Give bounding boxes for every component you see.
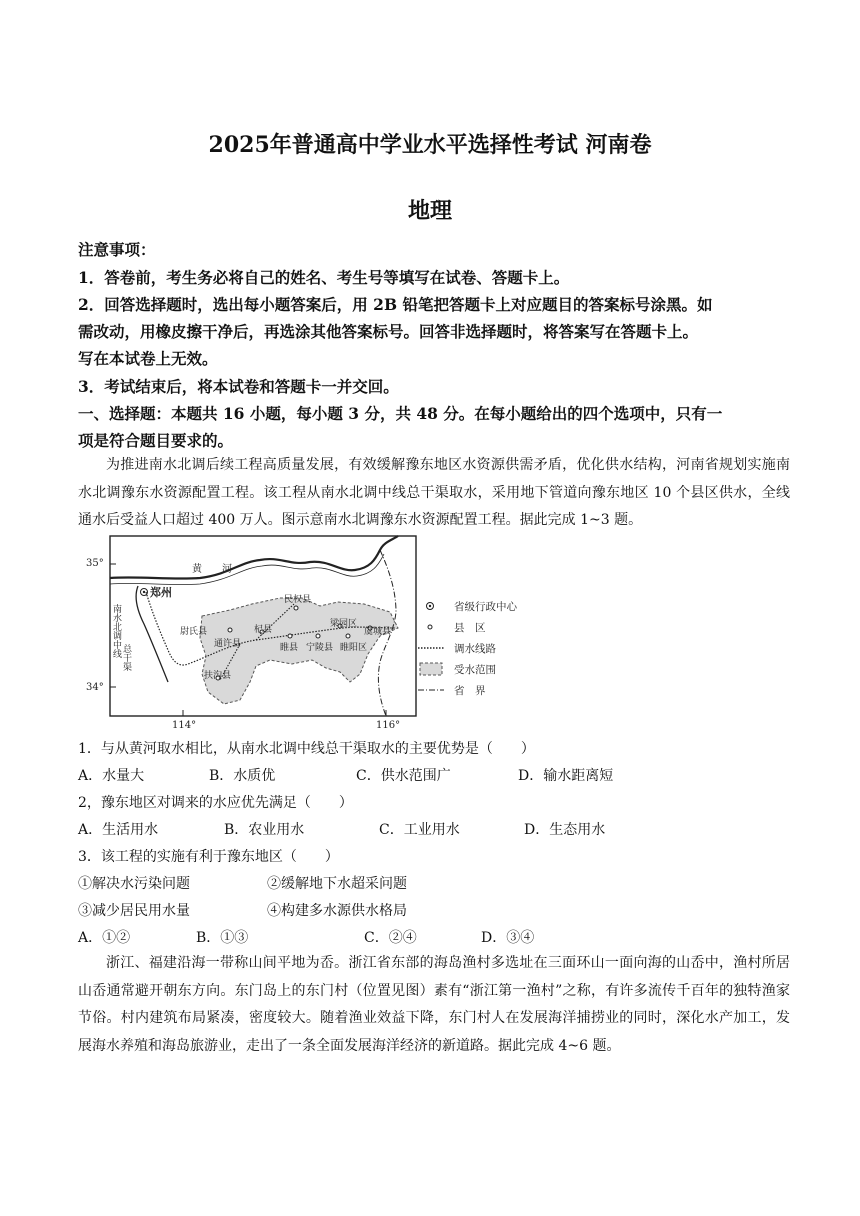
canal-label: 南水北调中线 — [111, 604, 121, 658]
city-label: 郑州 — [150, 586, 172, 599]
lat-label-bottom: 34° — [86, 682, 104, 693]
section-heading-line1: 一、选择题：本题共 16 小题，每小题 3 分，共 48 分。在每小题给出的四个选项中，只有一 — [78, 404, 723, 423]
water-transfer-map — [80, 532, 520, 732]
legend-label: 受水范围 — [454, 664, 496, 676]
question-3-statements-row1 — [78, 873, 798, 893]
notice-item: 3．考试结束后，将本试卷和答题卡一并交回。 — [78, 377, 399, 396]
legend-label: 县 区 — [454, 622, 486, 634]
question-3-options — [78, 927, 798, 947]
question-2-stem: 2，豫东地区对调来的水应优先满足（ ） — [78, 795, 353, 811]
legend-label: 省 界 — [454, 685, 486, 697]
option-c[interactable]: C．②④ — [364, 930, 417, 946]
option-b[interactable]: B．①③ — [196, 930, 249, 946]
county-label: 扶沟县 — [204, 671, 232, 681]
notice-item: 需改动，用橡皮擦干净后，再选涂其他答案标号。回答非选择题时，将答案写在答题卡上。 — [78, 322, 699, 341]
county-label: 睢阳区 — [340, 643, 368, 653]
legend-label: 省级行政中心 — [454, 601, 517, 613]
county-label: 尉氏县 — [180, 627, 208, 637]
option-c[interactable]: C．工业用水 — [379, 822, 460, 838]
county-label: 杞县 — [254, 625, 273, 635]
notice-item: 1．答卷前，考生务必将自己的姓名、考生号等填写在试卷、答题卡上。 — [78, 268, 570, 287]
legend-label: 调水线路 — [454, 643, 496, 655]
option-a[interactable]: A．生活用水 — [78, 822, 159, 838]
option-d[interactable]: D．生态用水 — [524, 822, 606, 838]
option-c[interactable]: C．供水范围广 — [356, 768, 451, 784]
lon-label-right: 116° — [376, 720, 401, 731]
canal-label: 总干渠 — [121, 644, 131, 671]
option-d[interactable]: D．输水距离短 — [518, 768, 614, 784]
county-label: 睢县 — [280, 643, 299, 653]
section-heading-line2: 项是符合题目要求的。 — [78, 431, 234, 450]
county-label: 民权县 — [284, 595, 312, 605]
passage-2: 浙江、福建沿海一带称山间平地为岙。浙江省东部的海岛渔村多选址在三面环山一面向海的山岙中，渔村所居山岙通常避开朝东方向。东门岛上的东门村（位置见图）素有“浙江第一渔村”之称，有许多流传千百年的独特渔家节俗。村内建筑布局紧凑，密度较大。随着渔业效益下降，东门村人在发展海洋捕捞业的同时，深化水产加工，发展海水养殖和海岛旅游业，走出了一条全面发展海洋经济的新道路。据此完成 4~6 题。 — [78, 955, 790, 1054]
notice-item: 写在本试卷上无效。 — [78, 349, 218, 368]
option-a[interactable]: A．①② — [78, 930, 131, 946]
question-3-statements-row2 — [78, 900, 798, 920]
option-b[interactable]: B．农业用水 — [224, 822, 305, 838]
river-label: 河 — [222, 564, 232, 575]
county-label: 虞城县 — [364, 627, 392, 637]
lat-label-top: 35° — [86, 558, 104, 569]
statement-1: ①解决水污染问题 — [78, 876, 190, 892]
exam-title: 2025年普通高中学业水平选择性考试 河南卷 — [208, 132, 652, 158]
notice-item: 2．回答选择题时，选出每小题答案后，用 2B 铅笔把答题卡上对应题目的答案标号涂黑。如 — [78, 295, 713, 314]
question-2-options — [78, 819, 798, 839]
subject-title: 地理 — [407, 198, 452, 224]
question-1-options — [78, 765, 798, 785]
county-label: 宁陵县 — [306, 643, 334, 653]
question-3-stem: 3．该工程的实施有利于豫东地区（ ） — [78, 849, 339, 865]
passage-1: 为推进南水北调后续工程高质量发展，有效缓解豫东地区水资源供需矛盾，优化供水结构，河南省规划实施南水北调豫东水资源配置工程。该工程从南水北调中线总干渠取水，采用地下管道向豫东地区 10 个县区供水，全线通水后受益人口超过 400 万人。图示意南水北调豫东水资源配置工程。据此完成 1~3 题。 — [78, 457, 790, 528]
statement-2: ②缓解地下水超采问题 — [267, 876, 407, 892]
notice-heading: 注意事项： — [78, 240, 156, 259]
lon-label-left: 114° — [172, 720, 197, 731]
option-b[interactable]: B．水质优 — [209, 768, 276, 784]
statement-3: ③减少居民用水量 — [78, 903, 190, 919]
question-1-stem: 1．与从黄河取水相比，从南水北调中线总干渠取水的主要优势是（ ） — [78, 741, 535, 757]
river-label: 黄 — [192, 564, 202, 575]
county-label: 通许县 — [214, 639, 242, 649]
statement-4: ④构建多水源供水格局 — [267, 903, 407, 919]
option-a[interactable]: A．水量大 — [78, 768, 145, 784]
county-label: 梁园区 — [330, 619, 358, 629]
option-d[interactable]: D．③④ — [481, 930, 535, 946]
